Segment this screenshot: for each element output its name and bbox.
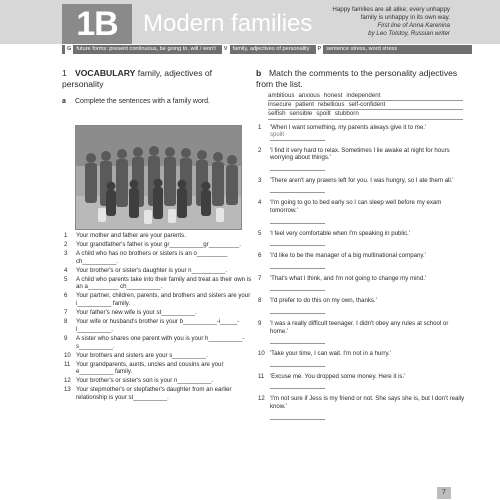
answer-field[interactable]: [270, 162, 325, 171]
comment-text: 'I'd like to be the manager of a big multinational company.': [270, 252, 426, 260]
exercise-b-title: [256, 68, 466, 90]
comment-item: [256, 177, 466, 194]
item-number: 4: [64, 266, 68, 274]
comment-number: 7: [258, 274, 262, 282]
adjective-word: independent: [346, 92, 381, 99]
exercise-a-letter: a: [62, 98, 66, 105]
comment-number: 11: [258, 372, 265, 380]
item-text: Your brothers and sisters are your s__________.: [76, 351, 208, 359]
comment-body: [270, 297, 466, 314]
comment-text: 'I find it very hard to relax. Sometimes I lie awake at night for hours worrying about things.': [270, 146, 450, 162]
answer-field[interactable]: [270, 282, 325, 291]
exercise-a-item: [62, 309, 252, 317]
comment-item: [256, 147, 466, 171]
comment-number: 3: [258, 176, 262, 184]
comment-number: 2: [258, 146, 262, 154]
adjective-word: honest: [323, 92, 343, 99]
pronunciation-tag: P: [317, 46, 322, 52]
comment-text: 'I'd prefer to do this on my own, thanks.': [270, 297, 377, 305]
unit-title: Modern families: [143, 10, 313, 37]
vocabulary-tag: V: [223, 46, 228, 52]
comment-text: 'That's what I think, and I'm not going to change my mind.': [270, 274, 427, 282]
section-1-number: 1: [62, 68, 67, 78]
comment-text: 'There aren't any prawns left for you. I was hungry, so I ate them all.': [270, 176, 454, 184]
comment-item: [256, 252, 466, 269]
item-number: 5: [64, 275, 68, 283]
grammar-text: future forms: present continuous, be going to, will / won't: [76, 46, 216, 52]
item-text: Your stepmother's or stepfather's daughter from an earlier relationship is your st__________.: [76, 386, 232, 401]
item-number: 11: [64, 360, 71, 368]
comment-body: [270, 230, 466, 247]
adjective-word: spoilt: [316, 110, 331, 118]
comment-body: [270, 177, 466, 194]
answer-field[interactable]: [270, 358, 325, 367]
item-text: Your partner, children, parents, and brothers and sisters are your i__________ family.: [76, 292, 251, 308]
section-1-subheading: family, adjectives of personality: [62, 68, 213, 89]
right-column: [256, 68, 466, 90]
item-text: A child who has no brothers or sisters is an o_________ ch__________.: [76, 250, 228, 265]
item-text: Your mother and father are your parents.: [76, 232, 186, 239]
answer-field[interactable]: [270, 380, 325, 389]
adjective-word: sensible: [289, 110, 313, 118]
exercise-b-text: Match the comments to the personality adjectives from the list.: [256, 68, 458, 89]
adjective-word: rebellious: [317, 101, 345, 109]
exercise-a-item: [62, 318, 252, 333]
item-text: Your grandparents, aunts, uncles and cousins are your e__________ family.: [76, 360, 224, 376]
answer-field[interactable]: [270, 305, 325, 314]
answer-field[interactable]: [270, 184, 325, 193]
comment-body: [270, 275, 466, 292]
item-text: Your grandfather's father is your gr__________gr_________.: [76, 241, 241, 248]
exercise-b-list: [256, 124, 466, 426]
item-number: 1: [64, 232, 68, 239]
exercise-a-item: [62, 232, 252, 240]
section-1-heading: VOCABULARY: [75, 68, 136, 78]
comment-body: [270, 350, 466, 367]
comment-body: [270, 124, 466, 141]
comment-text: 'Take your time, I can wait. I'm not in a hurry.': [270, 350, 391, 358]
quote-line-2: family is unhappy in its own way.: [360, 14, 450, 21]
comment-body: [270, 395, 466, 419]
comment-text: 'Excuse me. You dropped some money. Here it is.': [270, 372, 406, 380]
item-number: 3: [64, 250, 68, 257]
pronunciation-text: sentence stress, word stress: [326, 46, 398, 52]
comment-number: 8: [258, 297, 262, 305]
adjective-word: stubborn: [334, 110, 359, 118]
comment-body: [270, 147, 466, 171]
comment-number: 10: [258, 350, 265, 358]
adjective-word: selfish: [268, 110, 286, 118]
item-number: 13: [64, 386, 71, 394]
exercise-a-item: [62, 377, 252, 385]
exercise-a-item: [62, 335, 252, 350]
adjective-word: patient: [295, 101, 314, 109]
quote-line-1: Happy families are all alike; every unhappy: [332, 6, 450, 13]
comment-body: [270, 252, 466, 269]
comment-item: [256, 373, 466, 390]
exercise-a-list: [62, 232, 252, 403]
comment-item: [256, 320, 466, 344]
grammar-tag: G: [67, 46, 72, 52]
adjective-word: insecure: [268, 101, 292, 109]
item-text: A child who parents take into their family and treat as their own is an a_________ ch__________.: [76, 275, 252, 291]
item-number: 10: [64, 351, 71, 359]
comment-number: 1: [258, 124, 262, 131]
comment-text: 'I feel very comfortable when I'm speaking in public.': [270, 229, 410, 237]
comment-item: [256, 395, 466, 419]
exercise-a-item: [62, 241, 252, 249]
comment-item: [256, 230, 466, 247]
comment-body: [270, 373, 466, 390]
answer-field[interactable]: [270, 237, 325, 246]
word-line-2: [268, 101, 463, 110]
adjective-word: anxious: [298, 92, 320, 99]
answer-field[interactable]: [270, 335, 325, 344]
vocabulary-text: family, adjectives of personality: [232, 46, 310, 52]
quote-block: [300, 6, 450, 38]
item-number: 6: [64, 292, 68, 300]
topic-strip: [62, 45, 472, 54]
section-1-title: [62, 68, 252, 90]
exercise-a-instruction: [62, 97, 252, 106]
word-line-1: [268, 92, 463, 101]
comment-number: 9: [258, 319, 262, 327]
exercise-a-item: [62, 386, 252, 401]
left-column: [62, 68, 252, 106]
exercise-a-text: Complete the sentences with a family word.: [75, 98, 211, 105]
answer-field[interactable]: [270, 411, 325, 420]
comment-item: [256, 297, 466, 314]
word-line-3: [268, 110, 463, 119]
comment-number: 5: [258, 229, 262, 237]
item-text: Your brother's or sister's daughter is your n__________.: [76, 266, 228, 274]
comment-number: 12: [258, 395, 265, 403]
comment-body: [270, 320, 466, 344]
comment-number: 4: [258, 199, 262, 207]
exercise-a-item: [62, 292, 252, 307]
answer-field[interactable]: spoilt: [270, 132, 325, 141]
comment-item: [256, 199, 466, 223]
item-number: 7: [64, 309, 68, 317]
item-text: Your father's new wife is your st__________.: [76, 309, 197, 317]
item-number: 12: [64, 377, 71, 385]
comment-text: 'When I want something, my parents always give it to me.': [270, 124, 427, 131]
quote-author: by Leo Tolstoy, Russian writer: [368, 30, 450, 37]
exercise-a-item: [62, 276, 252, 291]
item-number: 8: [64, 318, 68, 326]
family-photo-image: [76, 126, 241, 229]
comment-item: [256, 275, 466, 292]
comment-text: 'I was a really difficult teenager. I didn't obey any rules at school or home.': [270, 319, 449, 335]
exercise-b-letter: b: [256, 68, 262, 78]
exercise-a-item: [62, 250, 252, 265]
page-number: 7: [437, 487, 451, 499]
adjective-word: self-confident: [348, 101, 386, 109]
answer-field[interactable]: [270, 260, 325, 269]
adjective-word: ambitious: [268, 92, 295, 99]
comment-item: [256, 124, 466, 141]
exercise-a-item: [62, 361, 252, 376]
item-number: 9: [64, 334, 68, 342]
comment-number: 6: [258, 252, 262, 260]
comment-item: [256, 350, 466, 367]
comment-text: 'I'm going to go to bed early so I can sleep well before my exam tomorrow.': [270, 199, 442, 214]
family-photo: [75, 125, 242, 230]
item-text: A sister who shares one parent with you is your h__________-s__________.: [76, 334, 245, 350]
unit-number: 1B: [62, 4, 132, 44]
exercise-a-item: [62, 267, 252, 275]
comment-body: [270, 199, 466, 223]
quote-source: First line of Anna Karenina: [377, 22, 450, 29]
answer-field[interactable]: [270, 215, 325, 224]
word-box: [268, 92, 463, 120]
item-text: Your brother's or sister's son is your n__________.: [76, 377, 213, 385]
item-number: 2: [64, 241, 68, 248]
exercise-a-item: [62, 352, 252, 360]
item-text: Your wife or husband's brother is your b__________-i_____-l__________.: [76, 318, 240, 333]
page-header: [0, 0, 500, 44]
comment-text: 'I'm not sure if Jess is my friend or not. She says she is, but I don't really know.': [270, 395, 465, 410]
